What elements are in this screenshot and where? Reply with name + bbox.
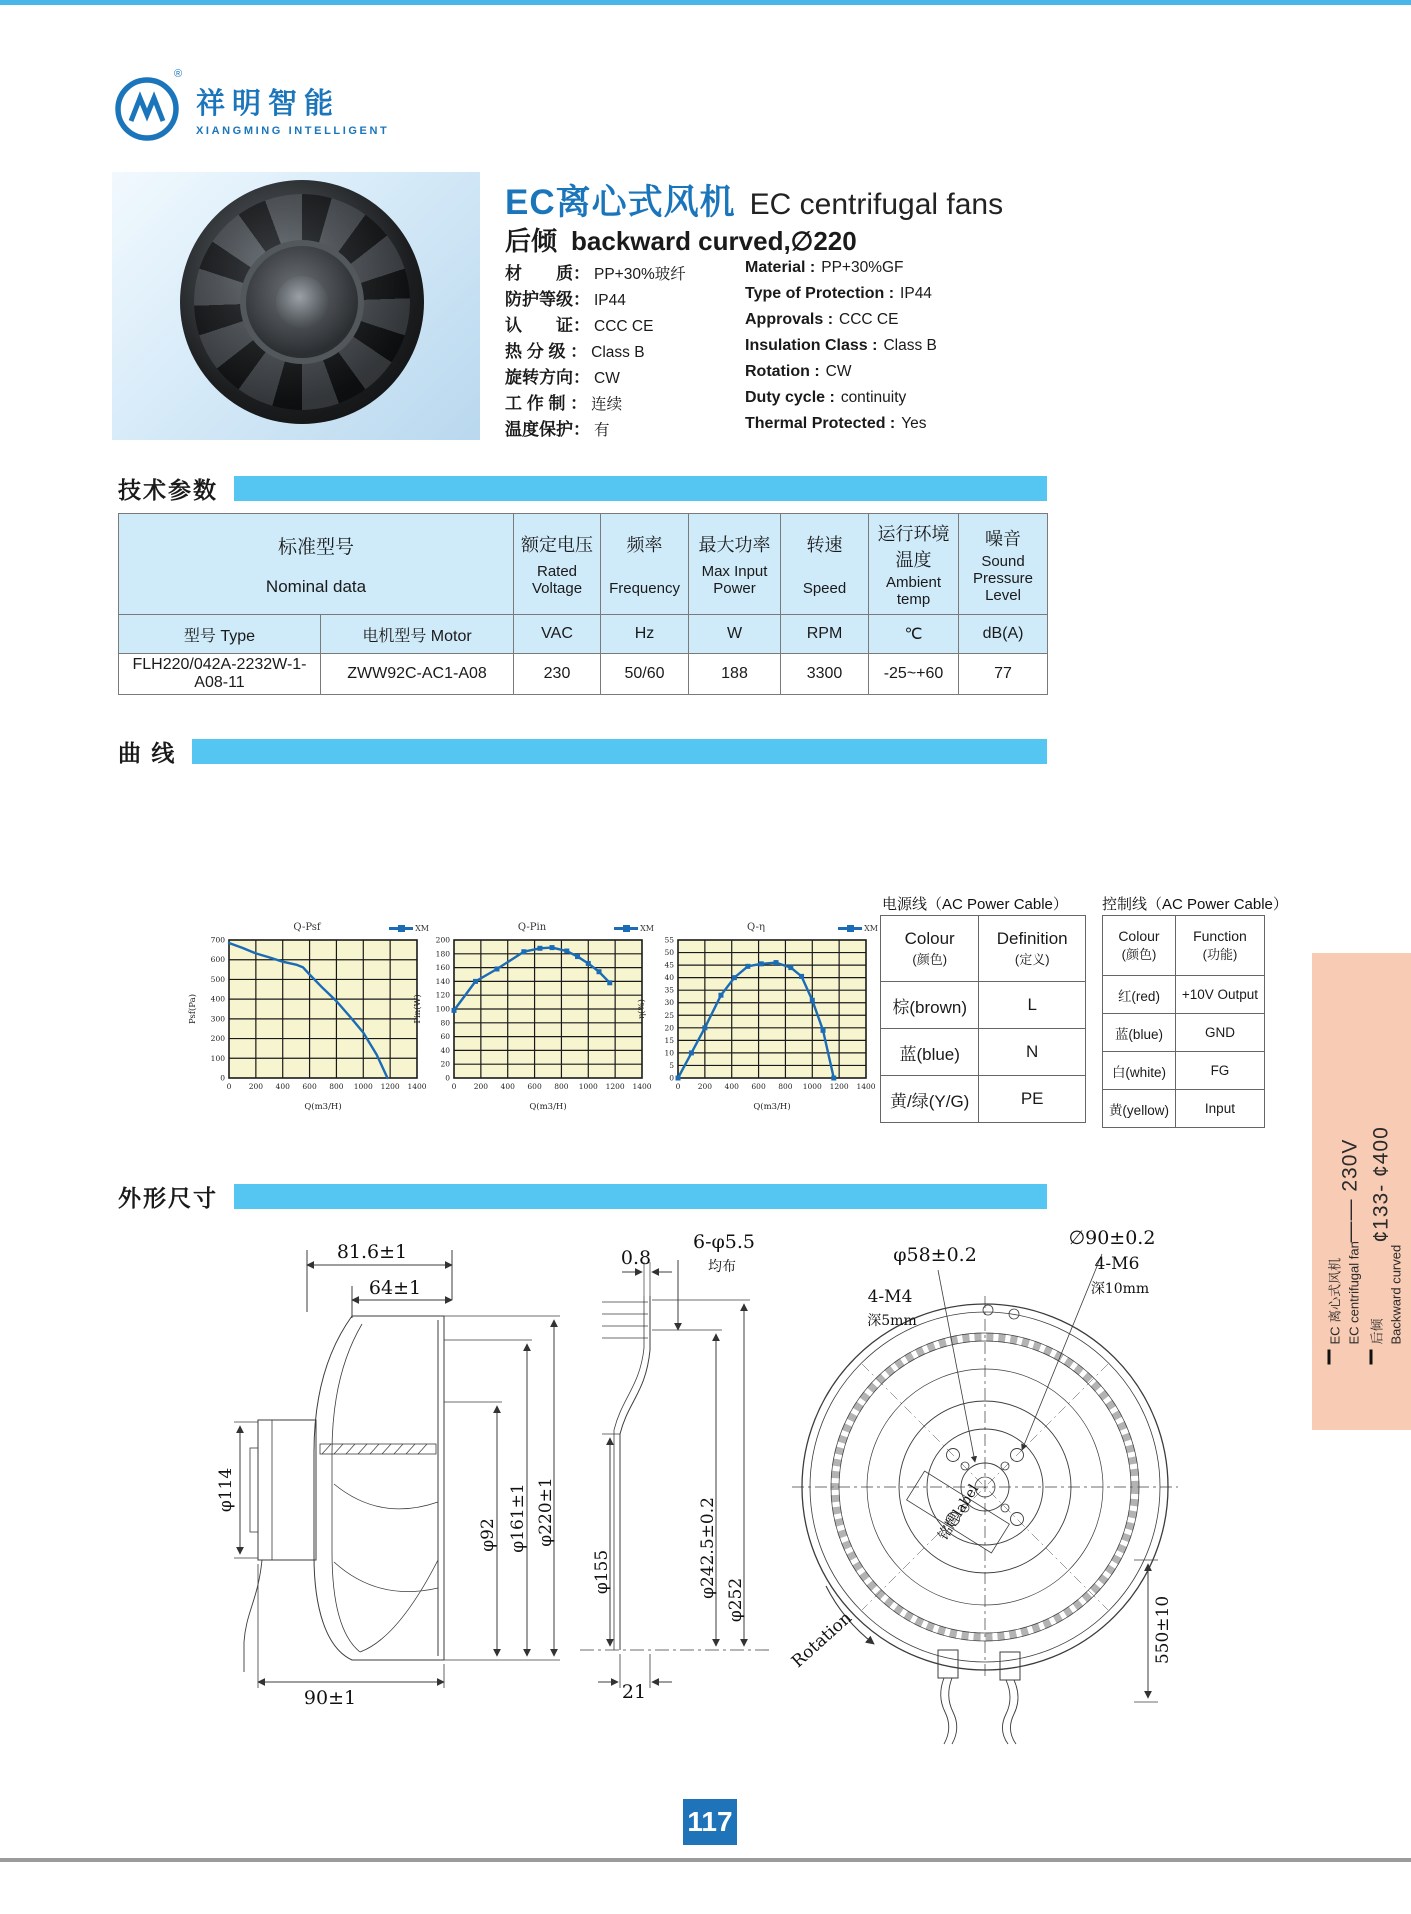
svg-text:200: 200 xyxy=(697,1082,713,1091)
spec-row: Type of Protection : IP44 xyxy=(745,285,932,302)
svg-text:1000: 1000 xyxy=(802,1082,822,1091)
svg-text:0: 0 xyxy=(669,1073,674,1083)
power-cable-title: 电源线（AC Power Cable） xyxy=(882,896,1068,913)
top-accent-strip xyxy=(0,0,1411,5)
dim-depth-inner: 64±1 xyxy=(368,1277,422,1299)
value-motor: ZWW92C-AC1-A08 xyxy=(321,654,514,695)
svg-text:0: 0 xyxy=(451,1082,457,1091)
svg-text:10: 10 xyxy=(664,1048,674,1058)
dim-d252: φ252 xyxy=(726,1577,746,1623)
col-header-frequency: 频率 Frequency xyxy=(601,514,689,615)
svg-text:40: 40 xyxy=(664,973,674,983)
spec-row: Insulation Class : Class B xyxy=(745,337,937,354)
chart-legend: XM xyxy=(389,924,429,933)
tab-voltage: —— 230V xyxy=(1338,1138,1361,1242)
dim-flange: 21 xyxy=(621,1681,647,1703)
brand-logo xyxy=(112,68,390,144)
spec-row: 旋转方向： CW xyxy=(505,368,620,387)
sub-header-type: 型号 Type xyxy=(119,615,321,654)
svg-text:30: 30 xyxy=(664,998,674,1008)
col-header-voltage: 额定电压 Rated Voltage xyxy=(514,514,601,615)
chart-title: Q-Pin xyxy=(517,922,547,933)
dim-d161: φ161±1 xyxy=(508,1483,528,1553)
col-header-model: 标准型号 Nominal data xyxy=(119,514,514,615)
sub-header-motor: 电机型号 Motor xyxy=(321,615,514,654)
spec-list-en xyxy=(745,259,1045,441)
value-hz: 50/60 xyxy=(601,654,689,695)
dim-d58: φ58±0.2 xyxy=(893,1244,977,1266)
svg-text:600: 600 xyxy=(210,955,225,965)
tech-params-table xyxy=(118,513,1048,695)
svg-text:Pin(W): Pin(W) xyxy=(413,994,423,1024)
tab-size-range: ¢133- ¢400 xyxy=(1369,1125,1392,1242)
value-temp: -25~+60 xyxy=(869,654,959,695)
chart-q-pin xyxy=(410,922,654,1116)
svg-text:0: 0 xyxy=(445,1073,450,1083)
value-vac: 230 xyxy=(514,654,601,695)
svg-text:5: 5 xyxy=(669,1060,674,1070)
svg-text:200: 200 xyxy=(435,935,450,945)
col-header-power: 最大功率 Max Input Power xyxy=(689,514,781,615)
dim-gap: 0.8 xyxy=(620,1247,652,1269)
svg-text:600: 600 xyxy=(302,1082,317,1091)
page-number: 117 xyxy=(683,1799,737,1845)
svg-text:50: 50 xyxy=(664,948,674,958)
svg-text:η(%): η(%) xyxy=(637,999,647,1019)
dimension-drawing xyxy=(200,1230,1200,1760)
value-w: 188 xyxy=(689,654,781,695)
svg-text:700: 700 xyxy=(210,935,225,945)
tab-marker-bar xyxy=(1369,1349,1372,1364)
svg-text:55: 55 xyxy=(664,935,674,945)
product-title-cn: EC离心式风机 xyxy=(505,183,736,222)
control-cable-table xyxy=(1102,915,1265,1128)
svg-text:1200: 1200 xyxy=(829,1082,849,1091)
section-title: 曲 线 xyxy=(118,740,177,766)
spec-row: 工 作 制 ： 连续 xyxy=(505,394,623,413)
dim-holes-note: 均布 xyxy=(708,1259,736,1275)
chart-q-psf xyxy=(185,922,429,1116)
svg-text:400: 400 xyxy=(275,1082,290,1091)
svg-text:200: 200 xyxy=(248,1082,264,1091)
spec-row: Thermal Protected : Yes xyxy=(745,415,927,432)
spec-row: 热 分 级 ： Class B xyxy=(505,342,645,361)
section-dimensions xyxy=(118,1180,1047,1213)
dim-m4-depth: 深5mm xyxy=(867,1313,917,1329)
svg-text:1000: 1000 xyxy=(578,1082,598,1091)
dim-m4: 4-M4 xyxy=(867,1287,913,1307)
svg-text:600: 600 xyxy=(751,1082,766,1091)
dim-m6: 4-M6 xyxy=(1094,1254,1140,1274)
svg-text:1200: 1200 xyxy=(380,1082,400,1091)
section-bar xyxy=(234,1184,1047,1209)
svg-text:35: 35 xyxy=(664,985,674,995)
svg-text:20: 20 xyxy=(664,1023,674,1033)
side-index-tab xyxy=(1312,953,1411,1430)
svg-text:15: 15 xyxy=(664,1035,674,1045)
product-title-en: EC centrifugal fans xyxy=(749,188,1004,221)
svg-text:160: 160 xyxy=(435,963,450,973)
chart-legend: XM xyxy=(614,924,654,933)
table-row: 黄(yellow) Input xyxy=(1103,1090,1265,1128)
dim-motor-dia: φ114 xyxy=(216,1467,236,1513)
dim-d220: φ220±1 xyxy=(536,1477,556,1547)
q-pin-plot xyxy=(410,935,654,1111)
dim-width-bottom: 90±1 xyxy=(303,1687,357,1709)
svg-text:20: 20 xyxy=(440,1059,450,1069)
dim-cable-length: 550±10 xyxy=(1153,1595,1173,1665)
svg-text:800: 800 xyxy=(329,1082,344,1091)
svg-text:0: 0 xyxy=(226,1082,232,1091)
spec-row: Duty cycle : continuity xyxy=(745,389,907,406)
table-row: 白(white) FG xyxy=(1103,1052,1265,1090)
chart-title: Q-η xyxy=(747,922,765,933)
svg-text:500: 500 xyxy=(210,974,225,984)
col-header-colour: Colour (颜色) xyxy=(881,916,979,982)
svg-text:45: 45 xyxy=(664,960,674,970)
svg-text:0: 0 xyxy=(675,1082,681,1091)
control-cable-title: 控制线（AC Power Cable） xyxy=(1102,896,1288,913)
svg-text:1400: 1400 xyxy=(407,1082,427,1091)
power-cable-table xyxy=(880,915,1086,1123)
unit-rpm: RPM xyxy=(781,615,869,654)
spec-row: Material : PP+30%GF xyxy=(745,259,904,276)
dim-depth-total: 81.6±1 xyxy=(336,1241,408,1263)
unit-w: W xyxy=(689,615,781,654)
product-subtitle-en: backward curved,∅220 xyxy=(571,226,857,256)
svg-text:60: 60 xyxy=(440,1032,450,1042)
spec-row: 防护等级： IP44 xyxy=(505,290,626,309)
svg-text:300: 300 xyxy=(210,1014,225,1024)
section-curves xyxy=(118,735,1047,768)
product-subtitle-cn: 后倾 xyxy=(505,226,558,256)
col-header-colour: Colour (颜色) xyxy=(1103,916,1176,976)
logo-text-cn: 祥明智能 xyxy=(196,88,341,120)
fan-hub xyxy=(276,276,328,328)
spec-row: 认 证： CCC CE xyxy=(505,316,654,335)
dim-holes: 6-φ5.5 xyxy=(692,1231,756,1253)
spec-row: Approvals : CCC CE xyxy=(745,311,899,328)
svg-text:800: 800 xyxy=(778,1082,793,1091)
svg-text:120: 120 xyxy=(435,990,450,1000)
spec-row: Rotation : CW xyxy=(745,363,852,380)
fan-image xyxy=(180,180,424,424)
svg-text:Q(m3/H): Q(m3/H) xyxy=(304,1102,342,1111)
svg-text:40: 40 xyxy=(440,1045,450,1055)
table-row: 蓝(blue) N xyxy=(881,1029,1086,1076)
svg-text:1400: 1400 xyxy=(632,1082,652,1091)
section-title: 外形尺寸 xyxy=(118,1185,218,1211)
dim-d155: φ155 xyxy=(592,1549,612,1595)
dim-m6-depth: 深10mm xyxy=(1090,1281,1150,1297)
table-row: 黄/绿(Y/G) PE xyxy=(881,1076,1086,1123)
section-bar xyxy=(192,739,1047,764)
section-bar xyxy=(234,476,1047,501)
spec-row: 材 质： PP+30%玻纤 xyxy=(505,264,686,283)
tab-marker-bar xyxy=(1327,1349,1330,1364)
q-eta-plot xyxy=(634,935,878,1111)
svg-text:Q(m3/H): Q(m3/H) xyxy=(529,1102,567,1111)
value-rpm: 3300 xyxy=(781,654,869,695)
unit-dba: dB(A) xyxy=(959,615,1048,654)
product-subtitle xyxy=(505,221,857,258)
spec-list-cn xyxy=(505,259,745,441)
chart-title: Q-Psf xyxy=(293,922,321,933)
svg-text:0: 0 xyxy=(220,1073,225,1083)
svg-text:100: 100 xyxy=(210,1053,225,1063)
svg-text:Psf(Pa): Psf(Pa) xyxy=(188,993,198,1025)
svg-text:400: 400 xyxy=(724,1082,739,1091)
unit-hz: Hz xyxy=(601,615,689,654)
value-type: FLH220/042A-2232W-1-A08-11 xyxy=(119,654,321,695)
tab-voltage-size xyxy=(1334,1126,1396,1242)
svg-text:1400: 1400 xyxy=(856,1082,876,1091)
rotation-label: Rotation xyxy=(788,1607,856,1673)
tab-product-lines: EC 离心式风机 EC centrifugal fan 后倾 Backward curved xyxy=(1327,1240,1403,1344)
q-psf-plot xyxy=(185,935,429,1111)
nameplate-label: 铭牌label xyxy=(935,1481,983,1544)
section-title: 技术参数 xyxy=(118,477,218,503)
product-title xyxy=(505,175,1003,225)
svg-text:800: 800 xyxy=(554,1082,569,1091)
svg-text:400: 400 xyxy=(210,994,225,1004)
table-row: 红(red) +10V Output xyxy=(1103,976,1265,1014)
dim-d90: ∅90±0.2 xyxy=(1068,1227,1156,1249)
svg-text:100: 100 xyxy=(435,1004,450,1014)
svg-text:180: 180 xyxy=(435,949,450,959)
footer-divider xyxy=(0,1858,1411,1862)
table-row: 棕(brown) L xyxy=(881,982,1086,1029)
chart-legend: XM xyxy=(838,924,878,933)
legend-line-icon xyxy=(838,927,862,930)
table-row xyxy=(119,654,1048,695)
svg-text:140: 140 xyxy=(435,976,450,986)
value-db: 77 xyxy=(959,654,1048,695)
svg-text:600: 600 xyxy=(527,1082,542,1091)
svg-text:200: 200 xyxy=(210,1034,225,1044)
svg-text:1000: 1000 xyxy=(353,1082,373,1091)
registered-trademark-icon: ® xyxy=(174,68,183,80)
chart-q-eta xyxy=(634,922,878,1116)
svg-text:400: 400 xyxy=(500,1082,515,1091)
col-header-definition: Definition (定义) xyxy=(979,916,1086,982)
svg-text:1200: 1200 xyxy=(605,1082,625,1091)
logo-mark-icon xyxy=(112,68,183,144)
unit-vac: VAC xyxy=(514,615,601,654)
section-tech-params xyxy=(118,472,1047,505)
logo-text-en: XIANGMING INTELLIGENT xyxy=(196,125,390,137)
dim-d2425: φ242.5±0.2 xyxy=(698,1497,718,1599)
col-header-speed: 转速 Speed xyxy=(781,514,869,615)
unit-celsius: ℃ xyxy=(869,615,959,654)
table-row: 蓝(blue) GND xyxy=(1103,1014,1265,1052)
dim-d92: φ92 xyxy=(478,1518,498,1552)
spec-row: 温度保护： 有 xyxy=(505,420,610,439)
svg-text:200: 200 xyxy=(473,1082,489,1091)
svg-text:80: 80 xyxy=(440,1018,450,1028)
svg-text:25: 25 xyxy=(664,1010,674,1020)
product-photo xyxy=(112,172,480,440)
col-header-ambient: 运行环境温度 Ambient temp xyxy=(869,514,959,615)
col-header-function: Function (功能) xyxy=(1175,916,1264,976)
svg-text:Q(m3/H): Q(m3/H) xyxy=(753,1102,791,1111)
col-header-noise: 噪音 Sound Pressure Level xyxy=(959,514,1048,615)
